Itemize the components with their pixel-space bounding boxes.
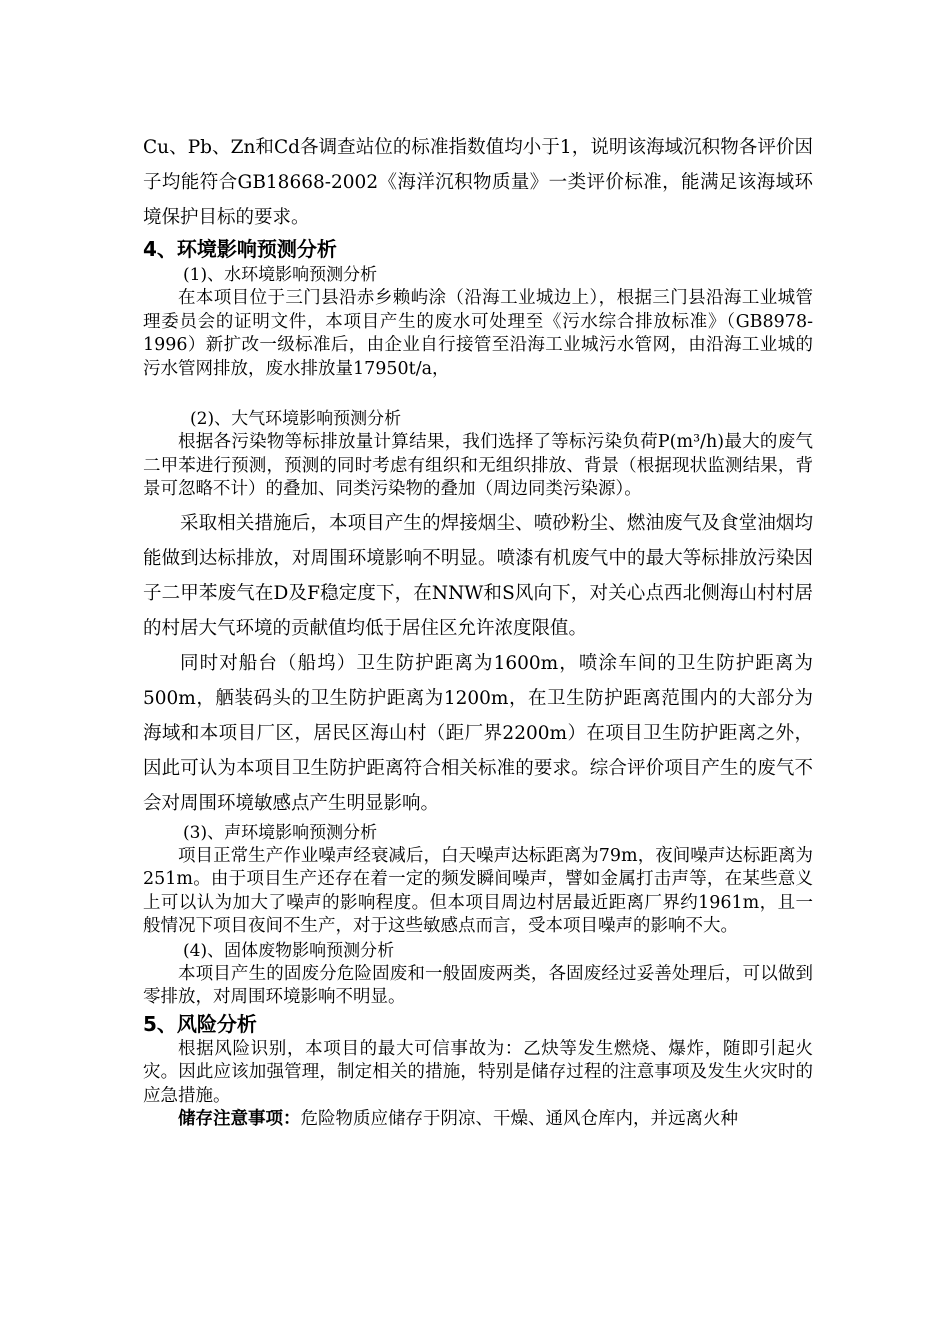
water-paragraph: 在本项目位于三门县沿赤乡赖屿涂（沿海工业城边上），根据三门县沿海工业城管理委员会的证明文件，本项目产生的废水可处理至《污水综合排放标准》（GB8978-1996）新扩改一级标准后，由企业自行接管至沿海工业城污水管网，由沿海工业城的污水管网排放，废水排放量17950t/a，: [143, 288, 813, 379]
subsection-water-title: (1)、水环境影响预测分析: [183, 265, 378, 285]
intro-paragraph: Cu、Pb、Zn和Cd各调查站位的标准指数值均小于1，说明该海域沉积物各评价因子均能符合GB18668-2002《海洋沉积物质量》一类评价标准，能满足该海域环境保护目标的要求。: [143, 137, 813, 228]
subsection-air-title: (2)、大气环境影响预测分析: [190, 409, 402, 429]
air-paragraph-1: 根据各污染物等标排放量计算结果，我们选择了等标污染负荷P(m³/h)最大的废气二甲苯进行预测，预测的同时考虑有组织和无组织排放、背景（根据现状监测结果，背景可忽略不计）的叠加、同类污染物的叠加（周边同类污染源）。: [143, 432, 813, 499]
risk-paragraph: 根据风险识别，本项目的最大可信事故为：乙炔等发生燃烧、爆炸，随即引起火灾。因此应该加强管理，制定相关的措施，特别是储存过程的注意事项及发生火灾时的应急措施。: [143, 1038, 813, 1106]
solid-waste-paragraph: 本项目产生的固废分危险固废和一般固废两类，各固废经过妥善处理后，可以做到零排放，对周围环境影响不明显。: [143, 963, 813, 1007]
noise-paragraph: 项目正常生产作业噪声经衰减后，白天噪声达标距离为79m，夜间噪声达标距离为251m。由于项目生产还存在着一定的频发瞬间噪声，譬如金属打击声等，在某些意义上可以认为加大了噪声的影响程度。但本项目周边村居最近距离厂界约1961m，且一般情况下项目夜间不生产，对于这些敏感点而言，受本项目噪声的影响不大。: [143, 845, 813, 936]
storage-label: 储存注意事项：: [178, 1109, 301, 1129]
air-paragraph-2: 采取相关措施后，本项目产生的焊接烟尘、喷砂粉尘、燃油废气及食堂油烟均能做到达标排放，对周围环境影响不明显。喷漆有机废气中的最大等标排放污染因子二甲苯废气在D及F稳定度下，在NNW和S风向下，对关心点西北侧海山村村居的村居大气环境的贡献值均低于居住区允许浓度限值。: [143, 512, 813, 639]
section-heading-4: 4、环境影响预测分析: [143, 237, 337, 261]
spacer: [143, 381, 813, 407]
subsection-noise-title: (3)、声环境影响预测分析: [183, 822, 378, 843]
storage-text: 危险物质应储存于阴凉、干燥、通风仓库内，并远离火种: [300, 1109, 738, 1129]
air-paragraph-3: 同时对船台（船坞）卫生防护距离为1600m，喷涂车间的卫生防护距离为500m，舾装码头的卫生防护距离为1200m，在卫生防护距离范围内的大部分为海域和本项目厂区，居民区海山村（距厂界2200m）在项目卫生防护距离之外，因此可认为本项目卫生防护距离符合相关标准的要求。综合评价项目产生的废气不会对周围环境敏感点产生明显影响。: [143, 652, 813, 814]
section-heading-5: 5、风险分析: [143, 1011, 257, 1036]
document-body: [143, 130, 813, 1132]
subsection-solid-waste-title: (4)、固体废物影响预测分析: [183, 940, 395, 961]
storage-paragraph: [143, 1108, 813, 1132]
